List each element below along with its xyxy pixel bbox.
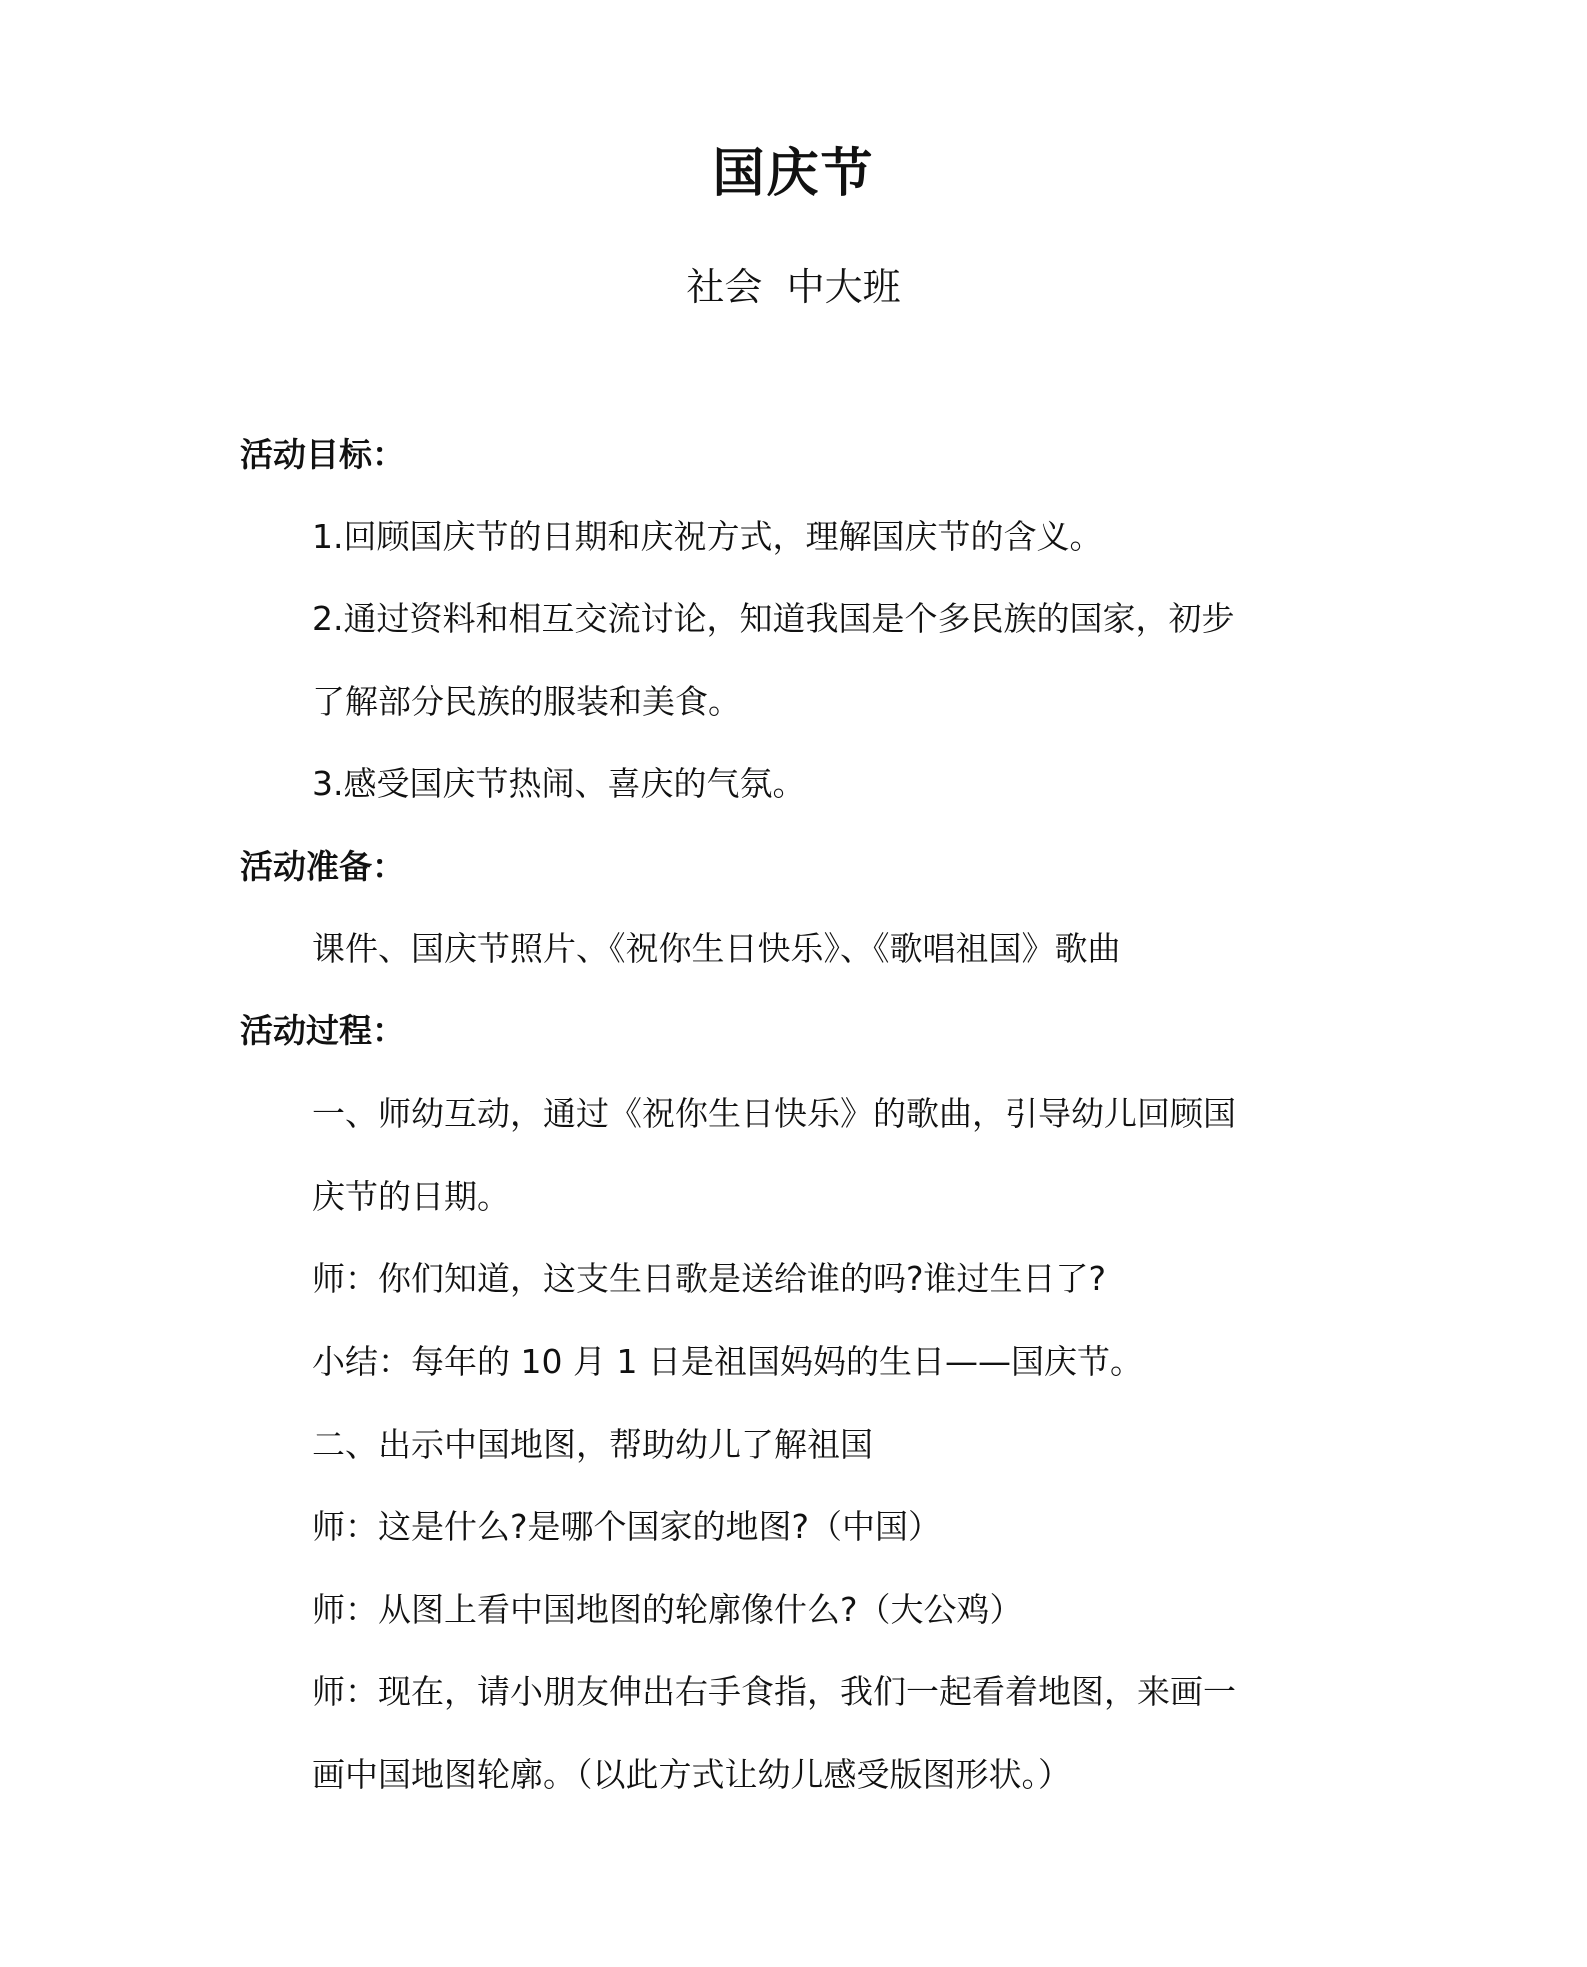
document-title: 国庆节 bbox=[712, 144, 875, 204]
document-subtitle: 社会 中大班 bbox=[686, 265, 901, 309]
section-heading-goals: 活动目标： bbox=[240, 435, 405, 474]
goal-item-2-continued: 了解部分民族的服装和美食。 bbox=[312, 682, 741, 721]
process-dialogue-4: 师：现在，请小朋友伸出右手食指，我们一起看着地图，来画一 bbox=[312, 1672, 1236, 1711]
goal-item-2: 2.通过资料和相互交流讨论，知道我国是个多民族的国家，初步 bbox=[312, 599, 1235, 638]
process-summary-1: 小结：每年的 10 月 1 日是祖国妈妈的生日——国庆节。 bbox=[312, 1342, 1143, 1381]
preparation-item-1: 课件、国庆节照片、《祝你生日快乐》、《歌唱祖国》歌曲 bbox=[312, 929, 1121, 968]
process-dialogue-3: 师：从图上看中国地图的轮廓像什么?（大公鸡） bbox=[312, 1590, 1023, 1629]
goal-item-3: 3.感受国庆节热闹、喜庆的气氛。 bbox=[312, 764, 806, 803]
process-step-2: 二、出示中国地图，帮助幼儿了解祖国 bbox=[312, 1425, 873, 1464]
section-heading-preparation: 活动准备： bbox=[240, 847, 405, 886]
process-dialogue-4-continued: 画中国地图轮廓。（以此方式让幼儿感受版图形状。） bbox=[312, 1755, 1071, 1794]
section-heading-process: 活动过程： bbox=[240, 1011, 405, 1050]
process-dialogue-1: 师：你们知道，这支生日歌是送给谁的吗?谁过生日了? bbox=[312, 1259, 1107, 1298]
goal-item-1: 1.回顾国庆节的日期和庆祝方式，理解国庆节的含义。 bbox=[312, 517, 1103, 556]
process-step-1-continued: 庆节的日期。 bbox=[312, 1177, 510, 1216]
process-dialogue-2: 师：这是什么?是哪个国家的地图?（中国） bbox=[312, 1507, 942, 1546]
process-step-1: 一、师幼互动，通过《祝你生日快乐》的歌曲，引导幼儿回顾国 bbox=[312, 1094, 1236, 1133]
